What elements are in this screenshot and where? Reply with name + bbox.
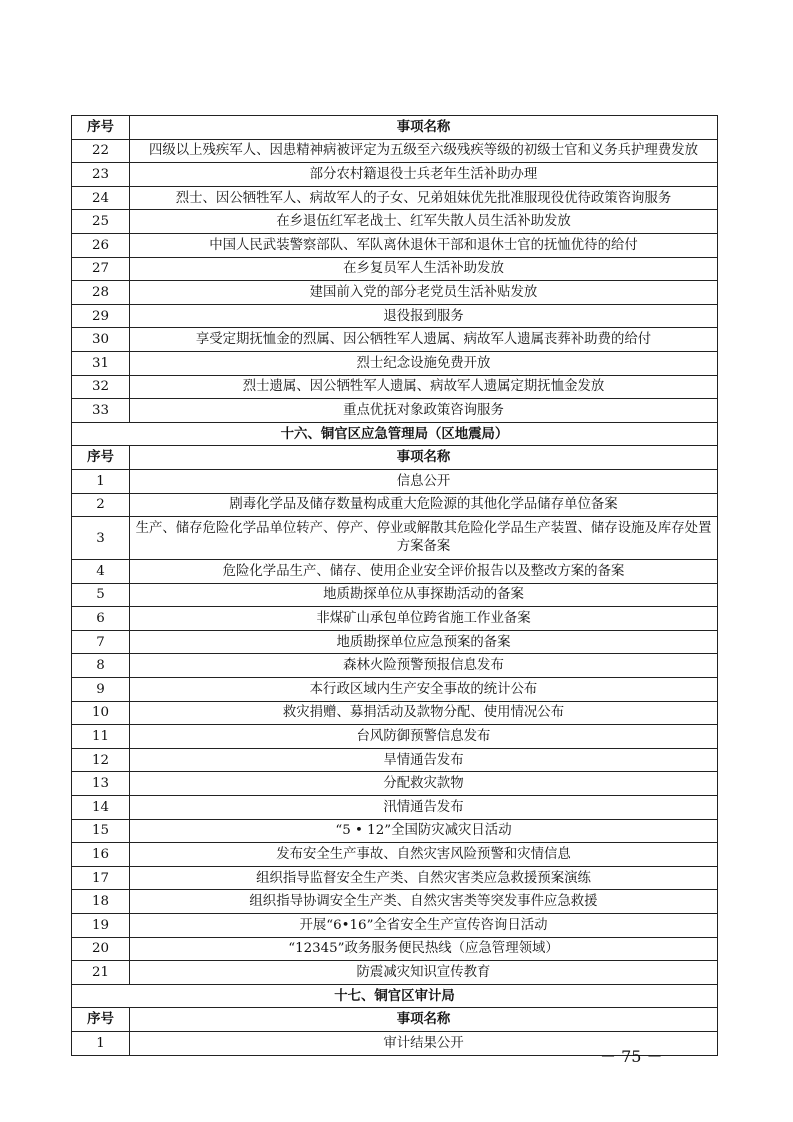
row-number-cell: 20 — [72, 937, 130, 961]
row-name-cell: 防震减灾知识宣传教育 — [130, 961, 718, 985]
row-name-cell: 地质勘探单位应急预案的备案 — [130, 630, 718, 654]
row-number-cell: 4 — [72, 560, 130, 584]
row-name-cell: 信息公开 — [130, 469, 718, 493]
table-row — [72, 304, 718, 328]
row-number-cell: 11 — [72, 725, 130, 749]
header-no-cell: 序号 — [72, 116, 130, 140]
row-number-cell: 15 — [72, 819, 130, 843]
table-row — [72, 257, 718, 281]
row-name-cell: 审计结果公开 — [130, 1031, 718, 1055]
row-number-cell: 21 — [72, 961, 130, 985]
table-row — [72, 796, 718, 820]
row-number-cell: 2 — [72, 493, 130, 517]
table-row — [72, 914, 718, 938]
table-row — [72, 819, 718, 843]
table-row — [72, 351, 718, 375]
row-name-cell: 本行政区域内生产安全事故的统计公布 — [130, 678, 718, 702]
row-name-cell: 烈士遗属、因公牺牲军人遗属、病故军人遗属定期抚恤金发放 — [130, 375, 718, 399]
row-number-cell: 9 — [72, 678, 130, 702]
table-row — [72, 186, 718, 210]
row-number-cell: 8 — [72, 654, 130, 678]
row-name-cell: “5 • 12”全国防灾减灾日活动 — [130, 819, 718, 843]
row-name-cell: 台风防御预警信息发布 — [130, 725, 718, 749]
row-number-cell: 1 — [72, 469, 130, 493]
table-row — [72, 725, 718, 749]
row-number-cell: 6 — [72, 607, 130, 631]
table-row — [72, 630, 718, 654]
row-number-cell: 19 — [72, 914, 130, 938]
row-number-cell: 3 — [72, 517, 130, 560]
table-row — [72, 399, 718, 423]
row-number-cell: 7 — [72, 630, 130, 654]
row-number-cell: 10 — [72, 701, 130, 725]
row-number-cell: 1 — [72, 1031, 130, 1055]
row-number-cell: 12 — [72, 748, 130, 772]
header-name-cell: 事项名称 — [130, 446, 718, 470]
row-name-cell: 退役报到服务 — [130, 304, 718, 328]
row-name-cell: 旱情通告发布 — [130, 748, 718, 772]
table-row — [72, 493, 718, 517]
row-number-cell: 29 — [72, 304, 130, 328]
row-name-cell: 森林火险预警预报信息发布 — [130, 654, 718, 678]
row-number-cell: 17 — [72, 866, 130, 890]
row-name-cell: “12345”政务服务便民热线（应急管理领域） — [130, 937, 718, 961]
row-number-cell: 32 — [72, 375, 130, 399]
table-row — [72, 701, 718, 725]
table-row — [72, 517, 718, 560]
row-number-cell: 28 — [72, 281, 130, 305]
row-number-cell: 24 — [72, 186, 130, 210]
table-row — [72, 866, 718, 890]
table-row — [72, 654, 718, 678]
matters-table — [71, 115, 718, 1056]
row-name-cell: 烈士纪念设施免费开放 — [130, 351, 718, 375]
header-name-cell: 事项名称 — [130, 1008, 718, 1032]
row-name-cell: 剧毒化学品及储存数量构成重大危险源的其他化学品储存单位备案 — [130, 493, 718, 517]
table-header-row — [72, 1008, 718, 1032]
table-row — [72, 772, 718, 796]
table-row — [72, 678, 718, 702]
table-row — [72, 281, 718, 305]
row-name-cell: 部分农村籍退役士兵老年生活补助办理 — [130, 163, 718, 187]
row-number-cell: 31 — [72, 351, 130, 375]
row-number-cell: 5 — [72, 583, 130, 607]
row-name-cell: 开展“6•16”全省安全生产宣传咨询日活动 — [130, 914, 718, 938]
row-number-cell: 30 — [72, 328, 130, 352]
table-row — [72, 210, 718, 234]
table-row — [72, 328, 718, 352]
table-header-row — [72, 116, 718, 140]
row-number-cell: 23 — [72, 163, 130, 187]
table-row — [72, 139, 718, 163]
section-title: 十七、铜官区审计局 — [72, 984, 718, 1008]
table-row — [72, 233, 718, 257]
row-name-cell: 建国前入党的部分老党员生活补贴发放 — [130, 281, 718, 305]
row-name-cell: 四级以上残疾军人、因患精神病被评定为五级至六级残疾等级的初级士官和义务兵护理费发放 — [130, 139, 718, 163]
table-row — [72, 748, 718, 772]
row-number-cell: 13 — [72, 772, 130, 796]
row-name-cell: 享受定期抚恤金的烈属、因公牺牲军人遗属、病故军人遗属丧葬补助费的给付 — [130, 328, 718, 352]
page-number: － 75 － — [600, 1047, 663, 1066]
row-name-cell: 重点优抚对象政策咨询服务 — [130, 399, 718, 423]
row-name-cell: 烈士、因公牺牲军人、病故军人的子女、兄弟姐妹优先批准服现役优待政策咨询服务 — [130, 186, 718, 210]
table-row — [72, 937, 718, 961]
row-number-cell: 16 — [72, 843, 130, 867]
section-title: 十六、铜官区应急管理局（区地震局） — [72, 422, 718, 446]
table-header-row — [72, 446, 718, 470]
row-number-cell: 22 — [72, 139, 130, 163]
header-no-cell: 序号 — [72, 1008, 130, 1032]
row-name-cell: 生产、储存危险化学品单位转产、停产、停业或解散其危险化学品生产装置、储存设施及库存处置方案备案 — [130, 517, 718, 560]
table-row — [72, 961, 718, 985]
row-name-cell: 中国人民武装警察部队、军队离休退休干部和退休士官的抚恤优待的给付 — [130, 233, 718, 257]
row-name-cell: 汛情通告发布 — [130, 796, 718, 820]
table-row — [72, 890, 718, 914]
row-name-cell: 救灾捐赠、募捐活动及款物分配、使用情况公布 — [130, 701, 718, 725]
row-name-cell: 在乡退伍红军老战士、红军失散人员生活补助发放 — [130, 210, 718, 234]
row-number-cell: 14 — [72, 796, 130, 820]
table-row — [72, 163, 718, 187]
table-row — [72, 469, 718, 493]
section-title-row — [72, 422, 718, 446]
header-no-cell: 序号 — [72, 446, 130, 470]
row-number-cell: 33 — [72, 399, 130, 423]
header-name-cell: 事项名称 — [130, 116, 718, 140]
row-name-cell: 组织指导监督安全生产类、自然灾害类应急救援预案演练 — [130, 866, 718, 890]
row-name-cell: 危险化学品生产、储存、使用企业安全评价报告以及整改方案的备案 — [130, 560, 718, 584]
table-row — [72, 843, 718, 867]
row-name-cell: 发布安全生产事故、自然灾害风险预警和灾情信息 — [130, 843, 718, 867]
row-name-cell: 在乡复员军人生活补助发放 — [130, 257, 718, 281]
row-name-cell: 分配救灾款物 — [130, 772, 718, 796]
table-row — [72, 560, 718, 584]
table-row — [72, 607, 718, 631]
row-name-cell: 组织指导协调安全生产类、自然灾害类等突发事件应急救援 — [130, 890, 718, 914]
row-number-cell: 26 — [72, 233, 130, 257]
table-row — [72, 375, 718, 399]
row-name-cell: 非煤矿山承包单位跨省施工作业备案 — [130, 607, 718, 631]
row-number-cell: 18 — [72, 890, 130, 914]
row-name-cell: 地质勘探单位从事探勘活动的备案 — [130, 583, 718, 607]
section-title-row — [72, 984, 718, 1008]
row-number-cell: 25 — [72, 210, 130, 234]
row-number-cell: 27 — [72, 257, 130, 281]
table-row — [72, 583, 718, 607]
matters-table-body — [72, 116, 718, 1056]
